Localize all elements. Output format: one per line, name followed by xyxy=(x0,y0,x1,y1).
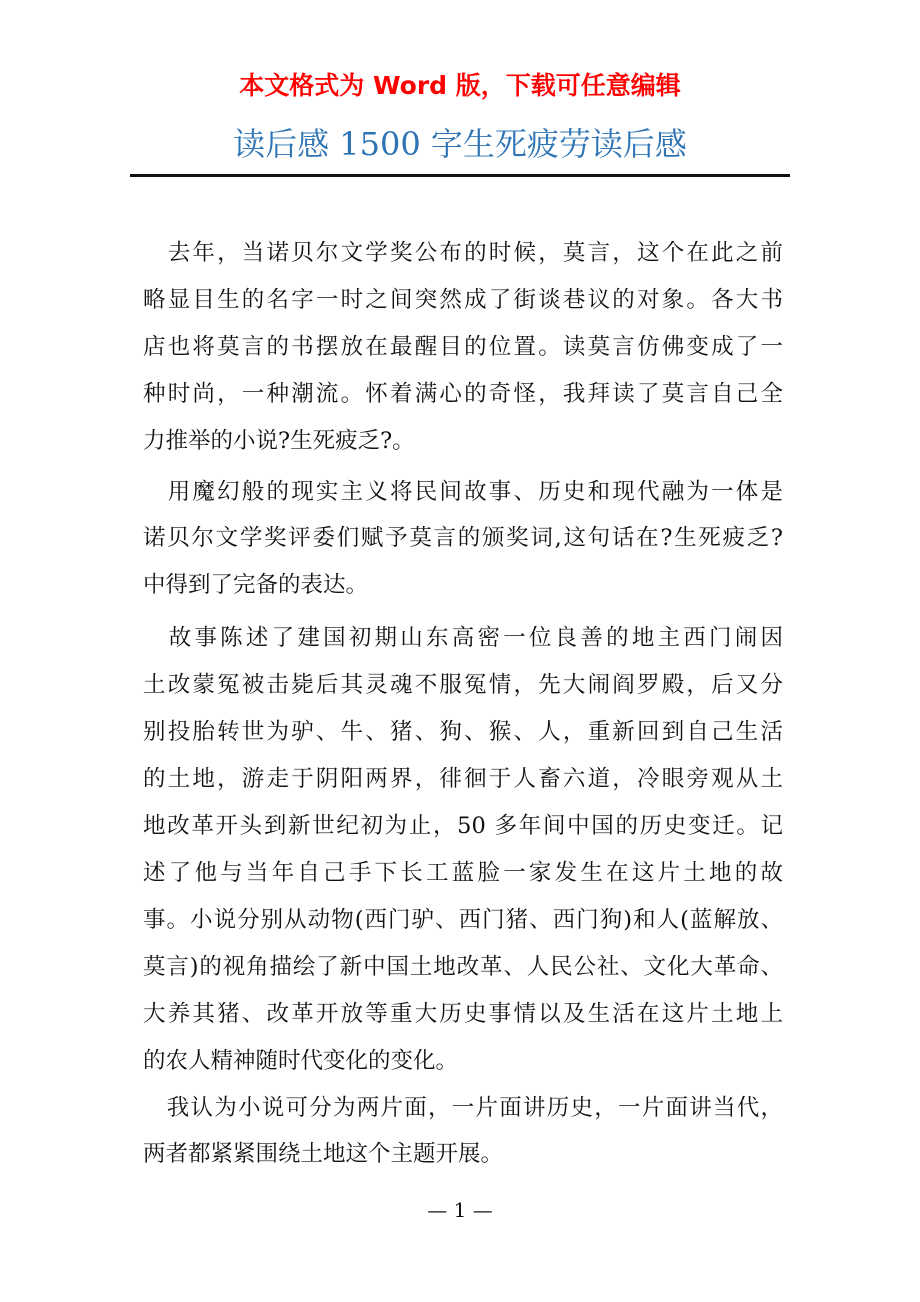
paragraph-line: 用魔幻般的现实主义将民间故事、历史和现代融为一体是 xyxy=(143,479,783,505)
document-title: 读后感 1500 字生死疲劳读后感 xyxy=(233,125,687,163)
paragraph-line: 略显目生的名字一时之间突然成了街谈巷议的对象。各大书 xyxy=(143,287,783,313)
paragraph-line: 店也将莫言的书摆放在最醒目的位置。读莫言仿佛变成了一 xyxy=(143,334,783,360)
paragraph-line: 种时尚，一种潮流。怀着满心的奇怪，我拜读了莫言自己全 xyxy=(143,381,783,407)
paragraph-line: 述了他与当年自己手下长工蓝脸一家发生在这片土地的故 xyxy=(143,860,783,886)
paragraph-line: 地改革开头到新世纪初为止，50 多年间中国的历史变迁。记 xyxy=(143,813,783,839)
paragraph-line: 别投胎转世为驴、牛、猪、狗、猴、人，重新回到自己生活 xyxy=(143,719,783,745)
format-notice-banner: 本文格式为 Word 版，下载可任意编辑 xyxy=(239,71,681,100)
paragraph-line: 两者都紧紧围绕土地这个主题开展。 xyxy=(143,1141,504,1167)
paragraph-line: 的土地，游走于阴阳两界，徘徊于人畜六道，冷眼旁观从土 xyxy=(143,766,783,792)
title-divider xyxy=(130,174,790,177)
paragraph-line: 我认为小说可分为两片面，一片面讲历史，一片面讲当代， xyxy=(143,1095,783,1121)
paragraph-line: 事。小说分别从动物(西门驴、西门猪、西门狗)和人(蓝解放、 xyxy=(143,907,783,933)
paragraph-line: 的农人精神随时代变化的变化。 xyxy=(143,1048,459,1074)
paragraph-line: 力推举的小说?生死疲乏?。 xyxy=(143,428,415,454)
paragraph-line: 土改蒙冤被击毙后其灵魂不服冤情，先大闹阎罗殿，后又分 xyxy=(143,672,783,698)
paragraph-line: 大养其猪、改革开放等重大历史事情以及生活在这片土地上 xyxy=(143,1001,783,1027)
paragraph-line: 中得到了完备的表达。 xyxy=(143,572,369,598)
paragraph-line: 去年，当诺贝尔文学奖公布的时候，莫言，这个在此之前 xyxy=(143,240,783,266)
paragraph-line: 诺贝尔文学奖评委们赋予莫言的颁奖词,这句话在?生死疲乏? xyxy=(143,525,783,551)
page-number: — 1 — xyxy=(427,1198,493,1222)
paragraph-line: 莫言)的视角描绘了新中国土地改革、人民公社、文化大革命、 xyxy=(143,954,783,980)
paragraph-line: 故事陈述了建国初期山东高密一位良善的地主西门闹因 xyxy=(143,625,783,651)
